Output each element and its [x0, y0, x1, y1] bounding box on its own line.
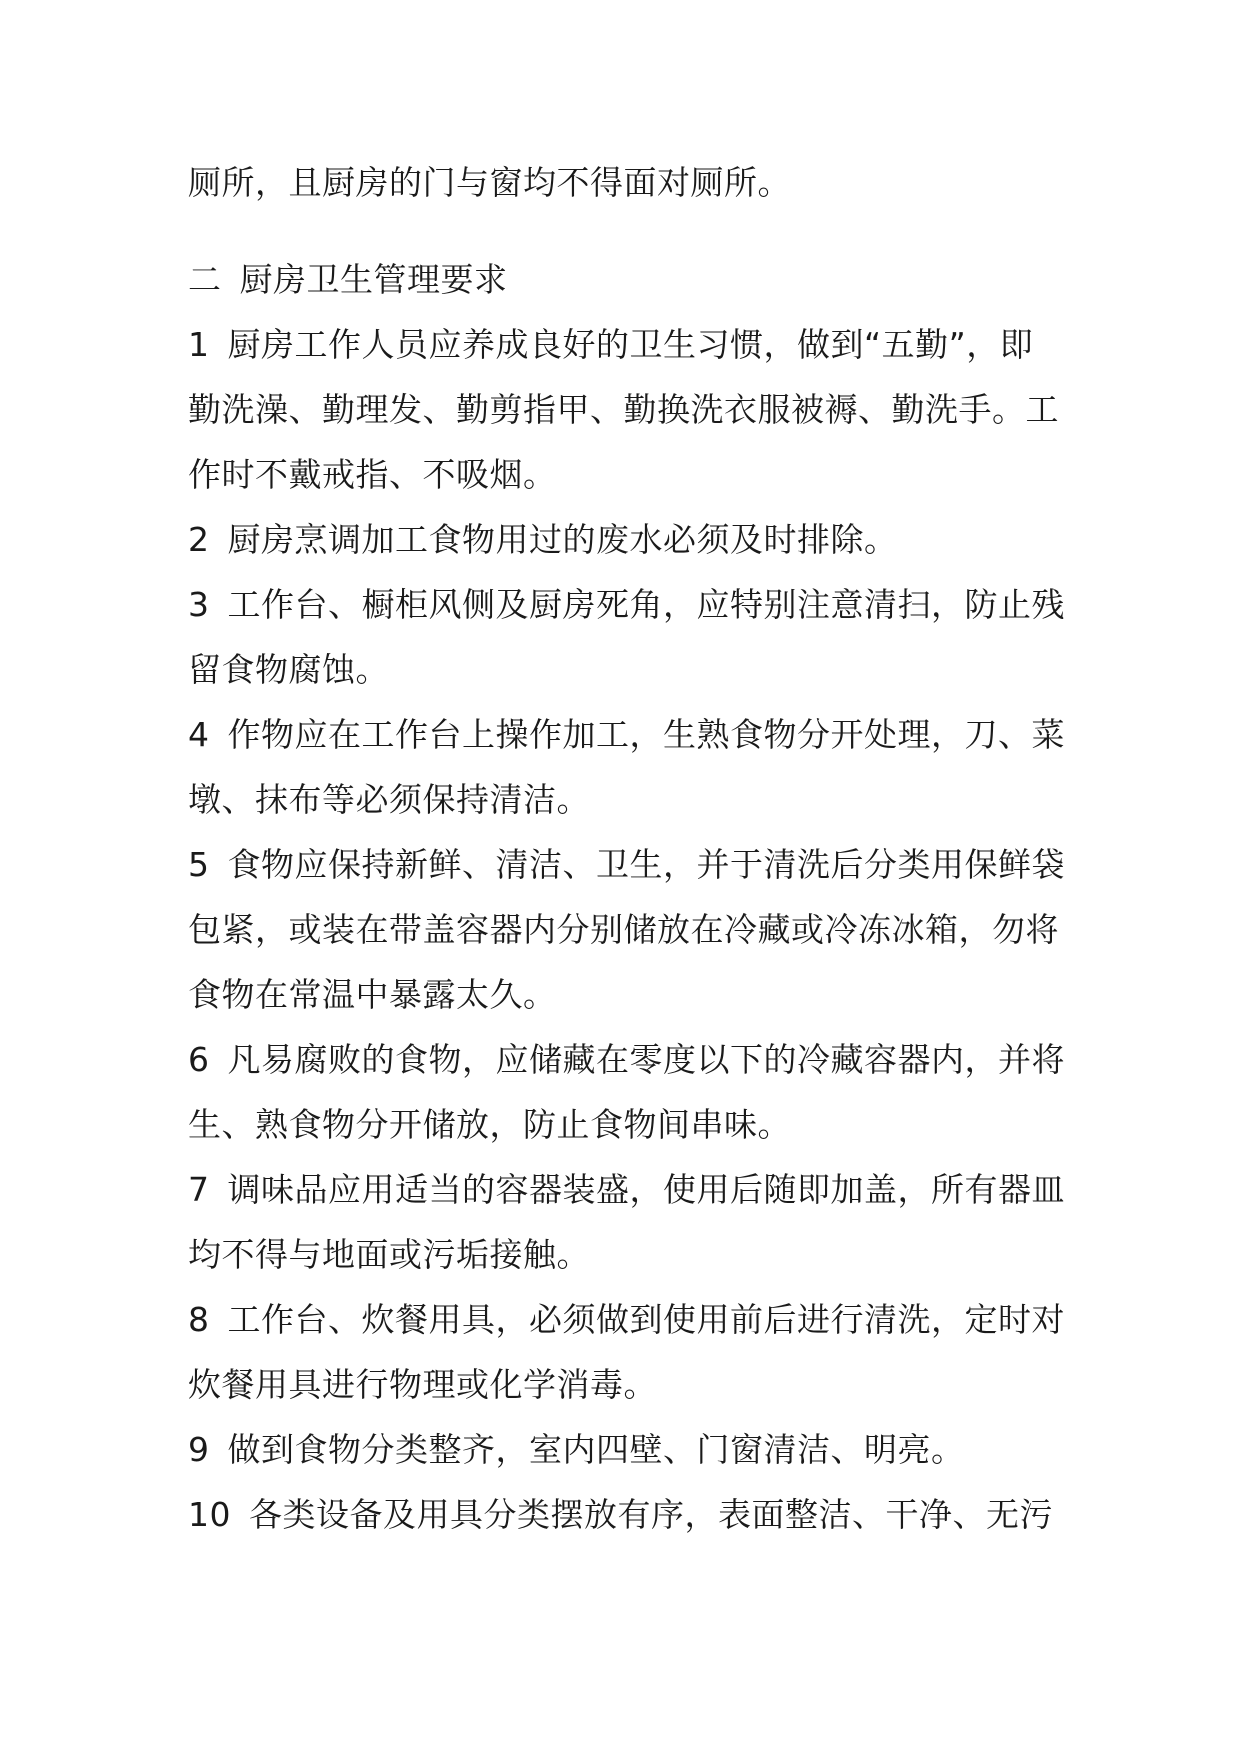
list-item-line	[188, 1417, 1068, 1482]
item-text: 厨房烹调加工食物用过的废水必须及时排除。	[227, 520, 898, 559]
item-number: 2	[188, 520, 210, 559]
intro-line: 厕所，且厨房的门与窗均不得面对厕所。	[188, 163, 791, 202]
item-number: 6	[188, 1040, 210, 1079]
item-text: 工作台、橱柜风侧及厨房死角，应特别注意清扫，防止残	[227, 585, 1065, 624]
list-item-line: 留食物腐蚀。	[188, 650, 389, 689]
list-item-line: 食物在常温中暴露太久。	[188, 975, 557, 1014]
item-text: 凡易腐败的食物，应储藏在零度以下的冷藏容器内，并将	[227, 1040, 1065, 1079]
section-number: 二	[188, 260, 222, 299]
item-number: 5	[188, 845, 210, 884]
item-number: 8	[188, 1300, 210, 1339]
list-item-line: 包紧，或装在带盖容器内分别储放在冷藏或冷冻冰箱，勿将	[188, 910, 1059, 949]
list-item-line: 均不得与地面或污垢接触。	[188, 1235, 590, 1274]
item-text: 做到食物分类整齐，室内四壁、门窗清洁、明亮。	[227, 1430, 965, 1469]
list-item-line: 勤洗澡、勤理发、勤剪指甲、勤换洗衣服被褥、勤洗手。工	[188, 390, 1059, 429]
list-item-line	[188, 1482, 1068, 1547]
list-item-line	[188, 507, 1068, 572]
document-page	[188, 150, 1068, 1547]
item-text: 调味品应用适当的容器装盛，使用后随即加盖，所有器皿	[227, 1170, 1065, 1209]
item-text: 工作台、炊餐用具，必须做到使用前后进行清洗，定时对	[227, 1300, 1065, 1339]
item-number: 3	[188, 585, 210, 624]
list-item-line	[188, 572, 1068, 637]
list-item-line	[188, 702, 1068, 767]
list-item-line	[188, 832, 1068, 897]
item-text: 各类设备及用具分类摆放有序，表面整洁、干净、无污	[249, 1495, 1053, 1534]
item-number: 1	[188, 325, 210, 364]
item-number: 7	[188, 1170, 210, 1209]
item-text: 食物应保持新鲜、清洁、卫生，并于清洗后分类用保鲜袋	[227, 845, 1065, 884]
list-item-line: 作时不戴戒指、不吸烟。	[188, 455, 557, 494]
section-heading	[188, 247, 1068, 312]
list-item-line: 生、熟食物分开储放，防止食物间串味。	[188, 1105, 791, 1144]
list-item-line	[188, 1287, 1068, 1352]
list-item-line: 墩、抹布等必须保持清洁。	[188, 780, 590, 819]
item-number: 9	[188, 1430, 210, 1469]
list-item-line	[188, 1157, 1068, 1222]
list-item-line	[188, 312, 1068, 377]
list-item-line	[188, 1027, 1068, 1092]
list-item-line: 炊餐用具进行物理或化学消毒。	[188, 1365, 657, 1404]
item-number: 10	[188, 1495, 231, 1534]
item-text: 作物应在工作台上操作加工，生熟食物分开处理，刀、菜	[227, 715, 1065, 754]
section-title: 厨房卫生管理要求	[239, 260, 508, 299]
item-text: 厨房工作人员应养成良好的卫生习惯，做到“五勤”，即	[227, 325, 1034, 364]
item-number: 4	[188, 715, 210, 754]
